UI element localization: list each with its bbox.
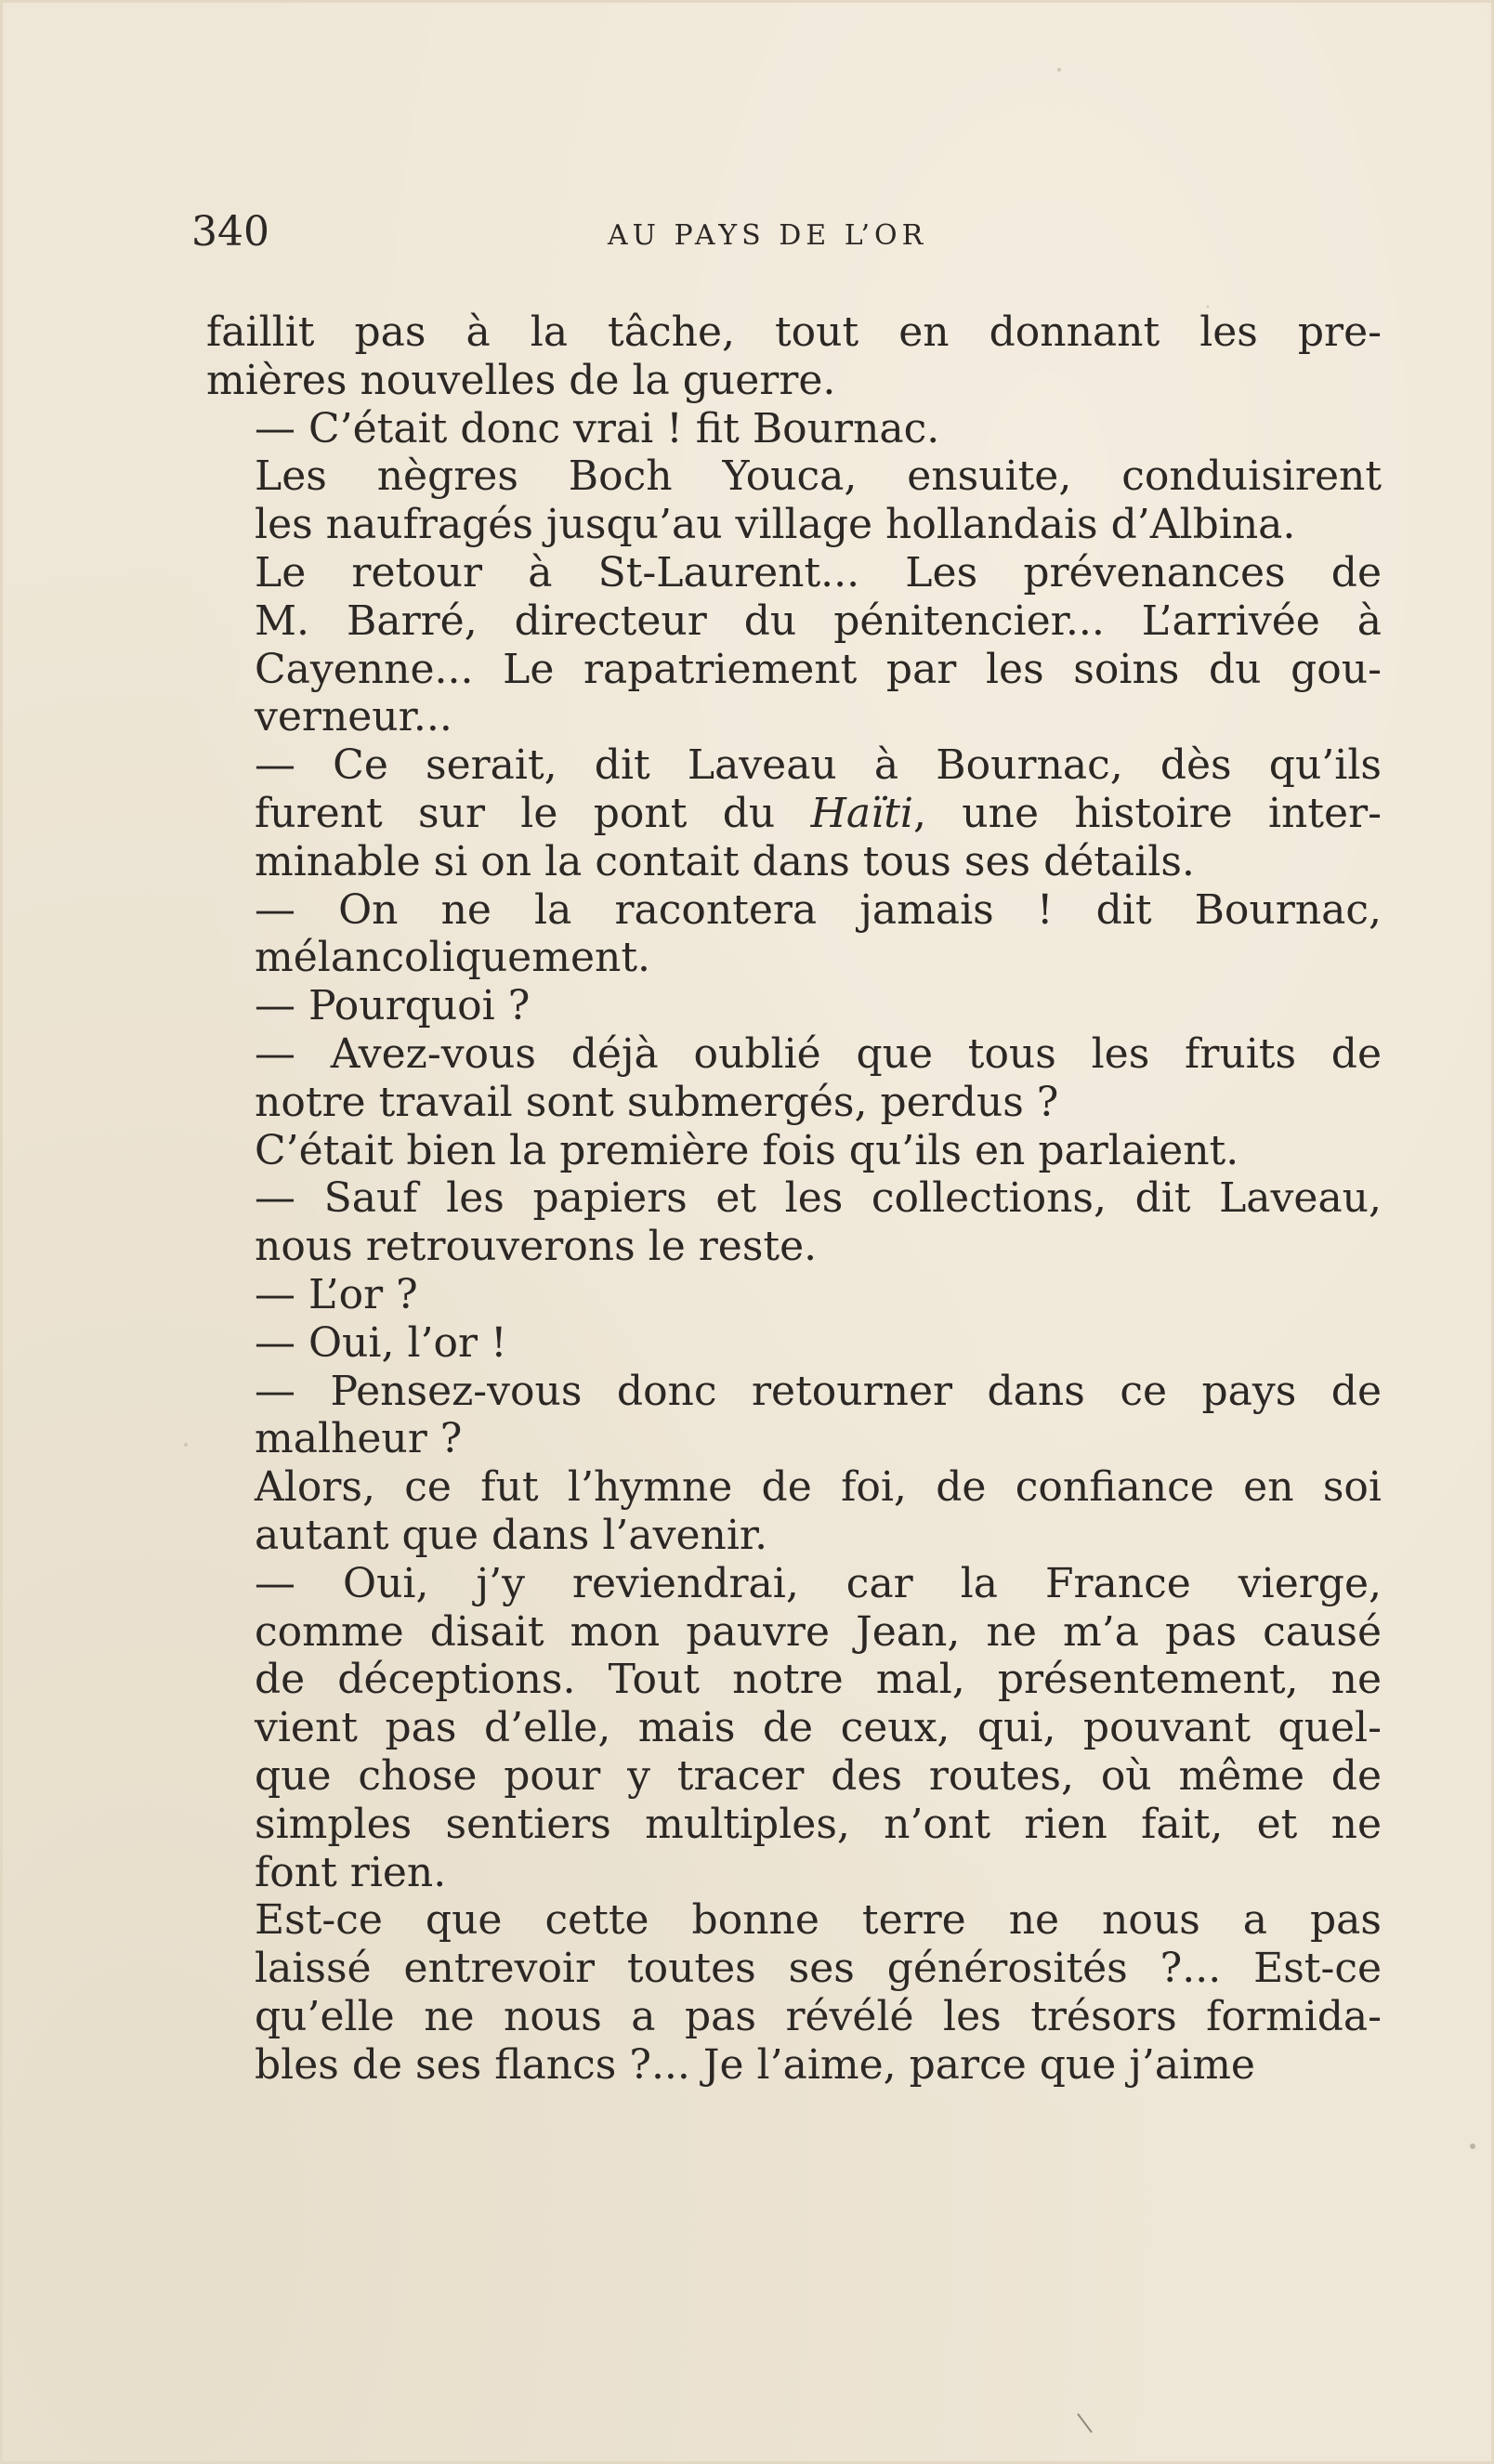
- text-line: Est-ce que cette bonne terre ne nous a pas: [255, 1896, 1382, 1945]
- text-line: mélancoliquement.: [255, 934, 650, 982]
- text-line: malheur ?: [255, 1415, 463, 1463]
- running-title: AU PAYS DE L’OR: [608, 219, 928, 252]
- text-line: autant que dans l’avenir.: [255, 1511, 768, 1559]
- text-line: que chose pour y tracer des routes, où même de: [255, 1751, 1382, 1800]
- text-line: qu’elle ne nous a pas révélé les trésors formida-: [255, 1992, 1382, 2040]
- text-line: laissé entrevoir toutes ses générosités ?... Est-ce: [255, 1945, 1382, 1993]
- text-line: verneur...: [255, 693, 452, 741]
- text-line: — Ce serait, dit Laveau à Bournac, dès qu’ils: [255, 741, 1382, 790]
- paragraph: [206, 1368, 1382, 1464]
- text-line: Le retour à St-Laurent... Les prévenances de: [255, 548, 1382, 596]
- text-line: — Sauf les papiers et les collections, dit Laveau,: [255, 1174, 1382, 1223]
- text-line: Alors, ce fut l’hymne de foi, de confiance en soi: [255, 1463, 1382, 1512]
- paragraph: [206, 308, 1382, 405]
- text-fragment: furent sur le pont du: [255, 789, 811, 837]
- text-line: [206, 790, 1382, 838]
- text-line: — Pourquoi ?: [255, 982, 531, 1030]
- text-line: — Oui, j’y reviendrai, car la France vierge,: [255, 1559, 1382, 1607]
- text-line: — L’or ?: [255, 1270, 418, 1318]
- text-line: — On ne la racontera jamais ! dit Bournac,: [255, 885, 1382, 934]
- text-line: Les nègres Boch Youca, ensuite, conduisirent: [255, 452, 1382, 501]
- text-line: bles de ses flancs ?... Je l’aime, parce que j’aime: [255, 2040, 1255, 2089]
- text-line: vient pas d’elle, mais de ceux, qui, pouvant quel-: [255, 1704, 1382, 1752]
- text-line: — C’était donc vrai ! fit Bournac.: [255, 404, 940, 452]
- body-text: [206, 308, 1382, 2089]
- text-line: de déceptions. Tout notre mal, présentement, ne: [255, 1656, 1382, 1704]
- text-line: les naufragés jusqu’au village hollandais d’Albina.: [255, 501, 1296, 549]
- paragraph: [206, 982, 1382, 1030]
- page-number: 340: [191, 208, 269, 256]
- paragraph: [206, 1560, 1382, 1897]
- text-line: nous retrouverons le reste.: [255, 1223, 818, 1271]
- text-line: faillit pas à la tâche, tout en donnant les pre-: [206, 308, 1382, 356]
- paragraph: [206, 1271, 1382, 1319]
- text-line: notre travail sont submergés, perdus ?: [255, 1078, 1059, 1126]
- text-line: comme disait mon pauvre Jean, ne m’a pas causé: [255, 1607, 1382, 1656]
- text-line: C’était bien la première fois qu’ils en parlaient.: [255, 1126, 1239, 1174]
- text-line: mières nouvelles de la guerre.: [206, 356, 836, 404]
- paragraph: [206, 1319, 1382, 1368]
- paragraph: [206, 549, 1382, 741]
- paragraph: [206, 741, 1382, 885]
- text-line: — Avez-vous déjà oublié que tous les fruits de: [255, 1029, 1382, 1078]
- paragraph: [206, 886, 1382, 983]
- paragraph: [206, 1127, 1382, 1175]
- page-header: [191, 208, 1390, 264]
- paragraph: [206, 1030, 1382, 1127]
- paragraph: [206, 1463, 1382, 1560]
- text-line: simples sentiers multiples, n’ont rien fait, et ne: [255, 1800, 1382, 1848]
- text-line: — Pensez-vous donc retourner dans ce pays de: [255, 1367, 1382, 1415]
- paragraph: [206, 452, 1382, 549]
- paragraph: [206, 405, 1382, 453]
- text-line: font rien.: [255, 1848, 447, 1896]
- ship-name: Haïti: [810, 789, 913, 837]
- text-line: Cayenne... Le rapatriement par les soins du gou-: [255, 645, 1382, 693]
- text-fragment: , une histoire inter-: [913, 789, 1382, 837]
- paragraph: [206, 1896, 1382, 2089]
- paragraph: [206, 1174, 1382, 1271]
- text-line: minable si on la contait dans tous ses détails.: [255, 837, 1195, 885]
- text-line: M. Barré, directeur du pénitencier... L’arrivée à: [255, 596, 1382, 645]
- text-line: — Oui, l’or !: [255, 1318, 507, 1367]
